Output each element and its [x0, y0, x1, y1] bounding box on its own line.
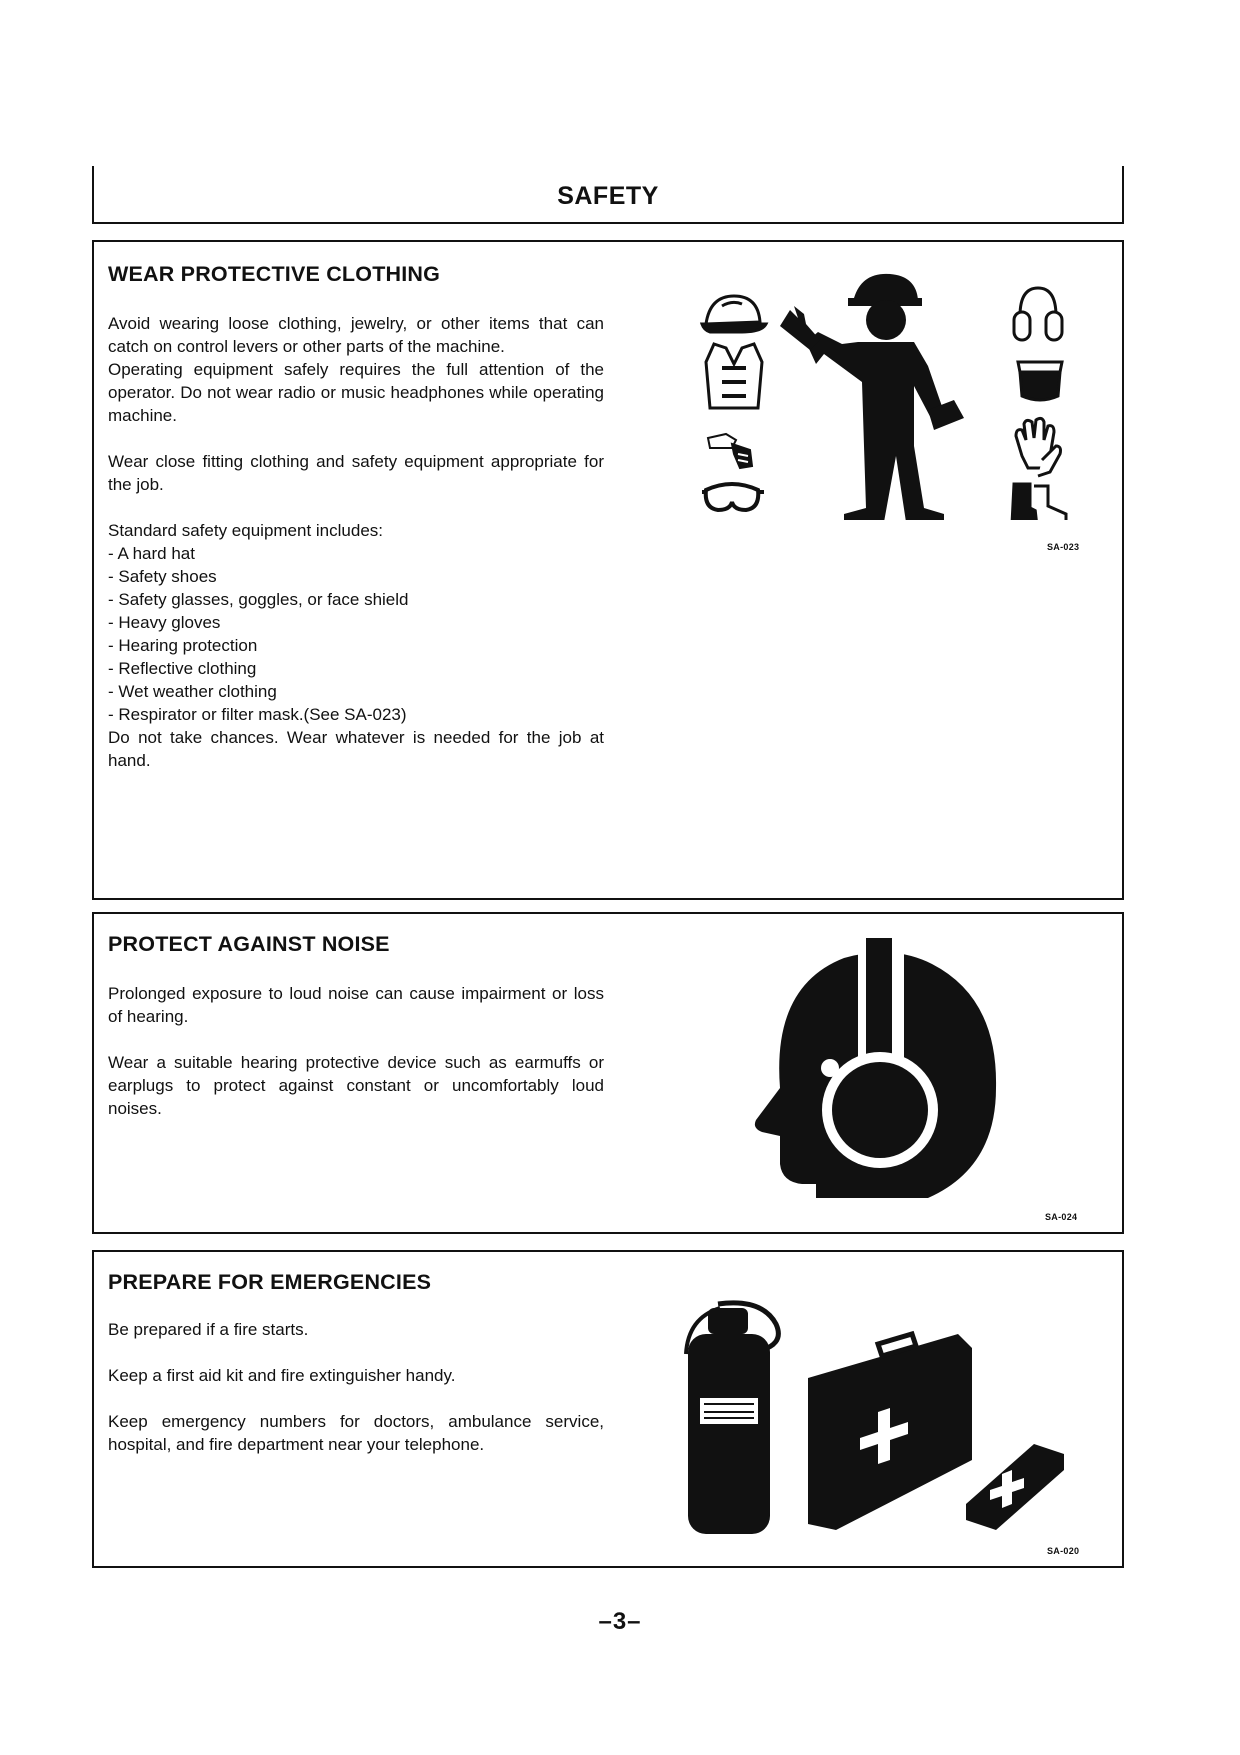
section-body — [108, 312, 604, 772]
list-item: - Safety glasses, goggles, or face shield — [108, 590, 409, 609]
list-item: - Hearing protection — [108, 636, 258, 655]
paragraph: Avoid wearing loose clothing, jewelry, or other items that can catch on control levers or other parts of the machine. — [108, 314, 604, 356]
hard-hat-icon — [702, 296, 766, 332]
list-item: - Heavy gloves — [108, 613, 221, 632]
list-intro: Standard safety equipment includes: — [108, 521, 384, 540]
paragraph: Wear close fitting clothing and safety equipment appropriate for the job. — [108, 452, 604, 494]
page-header — [92, 166, 1124, 224]
section-title: PREPARE FOR EMERGENCIES — [108, 1270, 432, 1294]
safety-boots-icon — [1012, 484, 1066, 520]
list-item: - Safety shoes — [108, 567, 217, 586]
respirator-icon — [708, 434, 752, 468]
earmuff-icon — [832, 1062, 928, 1158]
face-shield-icon — [1018, 362, 1062, 400]
list-item: - A hard hat — [108, 544, 195, 563]
section-prepare-for-emergencies — [92, 1250, 1124, 1568]
paragraph: Keep emergency numbers for doctors, ambulance service, hospital, and fire department near your telephone. — [108, 1412, 604, 1454]
emergency-equipment-illustration — [658, 1294, 1098, 1534]
page-number: –3– — [598, 1608, 642, 1635]
protective-equipment-illustration — [682, 270, 1102, 520]
first-aid-case-icon — [808, 1334, 972, 1530]
first-aid-kit-icon — [966, 1444, 1064, 1530]
fire-extinguisher-icon — [686, 1303, 778, 1534]
section-body — [108, 1318, 604, 1456]
section-body — [108, 982, 604, 1120]
paragraph: Wear a suitable hearing protective device such as earmuffs or earplugs to protect against constant or uncomfortably loud noises. — [108, 1053, 604, 1118]
list-item: - Reflective clothing — [108, 659, 257, 678]
safety-vest-icon — [706, 344, 762, 408]
section-protect-against-noise — [92, 912, 1124, 1234]
section-title: WEAR PROTECTIVE CLOTHING — [108, 262, 441, 286]
list-item: - Respirator or filter mask.(See SA-023) — [108, 705, 407, 724]
figure-code: SA-020 — [1047, 1546, 1080, 1556]
figure-code: SA-024 — [1045, 1212, 1078, 1222]
gloves-icon — [1016, 418, 1061, 476]
paragraph: Do not take chances. Wear whatever is needed for the job at hand. — [108, 728, 604, 770]
section-wear-protective-clothing — [92, 240, 1124, 900]
section-title: PROTECT AGAINST NOISE — [108, 932, 390, 956]
earmuffs-icon — [1014, 288, 1062, 340]
page-title: SAFETY — [557, 182, 659, 210]
goggles-icon — [702, 484, 764, 510]
paragraph: Operating equipment safely requires the full attention of the operator. Do not wear radio or music headphones while operating machine. — [108, 360, 604, 425]
figure-code: SA-023 — [1047, 542, 1080, 552]
paragraph: Keep a first aid kit and fire extinguisher handy. — [108, 1366, 456, 1385]
paragraph: Prolonged exposure to loud noise can cause impairment or loss of hearing. — [108, 984, 604, 1026]
paragraph: Be prepared if a fire starts. — [108, 1320, 309, 1339]
hearing-protection-illustration — [752, 938, 1012, 1208]
worker-figure-icon — [780, 274, 964, 520]
list-item: - Wet weather clothing — [108, 682, 277, 701]
